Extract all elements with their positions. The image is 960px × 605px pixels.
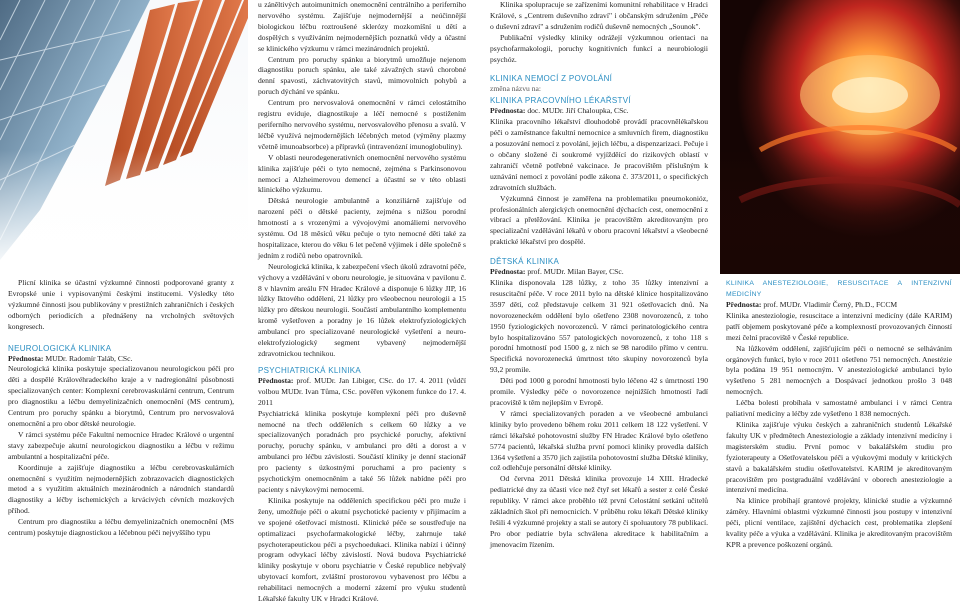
head-name: prof. MUDr. Vladimír Černý, Ph.D., FCCM: [761, 300, 898, 309]
anesthesiology-head-line: [726, 300, 952, 311]
neurology-head-line: [8, 354, 234, 365]
head-name: prof. MUDr. Jan Libiger, CSc. do 17. 4. 2011 (vůdčí volbou MUDr. Ivan Tůma, CSc. pověřen výkonem funkce do 17. 4. 2011: [258, 375, 466, 407]
head-name: doc. MUDr. Jiří Chaloupka, CSc.: [525, 106, 629, 116]
column-2: [258, 0, 466, 605]
occupational-head-line: [490, 106, 708, 117]
head-label: Přednosta:: [490, 267, 526, 277]
anesthesiology-paragraph: Na klinice probíhají grantové projekty, klinické studie a výzkumné záměry. Hlavními oblastmi výzkumné činnosti jsou postupy v intenzivní péči, plicní ventilace, zajištění dýchacích cest, problematika zlepšení kvality péče a výuka a vzdělávání. Klinika je akreditovaným pracovištěm KPR a prevence poškození orgánů.: [726, 496, 952, 549]
anesthesiology-paragraph: Klinika zajišťuje výuku českých a zahraničních studentů Lékařské fakulty UK v předmětech Anesteziologie a základy intenzivní medicíny i magisterském studiu. První pomoc v bakalářském studiu pro fyzioterapeuty a Ošetřovatelskou péči a výukovými moduly v kritických stavů a bakalářském studiu ošetřovatelství. KARIM je akreditovaným pracovištěm pro postgraduální vzdělávání v oborech anesteziologie a intenzivní medicína.: [726, 419, 952, 495]
psychiatry-paragraph: Psychiatrická klinika poskytuje komplexní péči pro duševně nemocné na třech odděleních s celkem 60 lůžky a ve specializovaných poradnách pro psychické poruchy, afektivní poruchy, poruchy spánku, v ambulanci pro děti a dorost a v ambulanci pro léčbu závislosti. Součástí kliniky je denní stacionář pro pacienty s úzkostnými poruchami a pro pacienty s psychotickým onemocněním a také 56 lůžek nabídne péči pro pacienty s návykovými nemocemi.: [258, 408, 466, 494]
anesthesiology-paragraph: Léčba bolesti probíhala v samostatné ambulanci i v rámci Centra paliativní medicíny a léčby zde vyšetřeno 1 838 nemocných.: [726, 398, 952, 419]
neurology-paragraph: V rámci systému péče Fakultní nemocnice Hradec Králové o urgentní stavy zabezpečuje akutní neurologickou diagnostiku a léčbu v režimu ambulantní a hospitalizační péče.: [8, 429, 234, 461]
pediatrics-paragraph: Klinika disponovala 128 lůžky, z toho 35 lůžky intenzivní a resuscitační péče. V roce 2011 bylo na dětské klinice hospitalizováno 3597 dětí, což představuje celkem 31 921 ošetřovacích dnů. Na novorozeneckém oddělení bylo ošetřeno 2308 novorozenců, z toho 1950 fyziologických novorozenců. V rámci perinatologického centra bylo hospitalizováno 557 patologických novorozenců, z toho 118 s porodní hmotností pod 1500 g, z nich se 98 narodilo přímo v centru. Specifická novorozenecká úmrtnost této skupiny novorozenců byla 93,2 promile.: [490, 278, 708, 375]
pediatrics-head-line: [490, 267, 708, 278]
column-1: [8, 278, 234, 539]
head-name: prof. MUDr. Milan Bayer, CSc.: [525, 267, 624, 277]
lung-research-paragraph: Plicní klinika se účastní výzkumné činnosti podporované granty z Evropské unie i vypisovanými českými institucemi. Výsledky této výzkumné činnosti jsou publikovány v prestižních zahraničních i českých odborných periodicích a přednášeny na vrcholných světových kongresech.: [8, 278, 234, 331]
building-facade-illustration: [0, 0, 248, 272]
occupational-paragraph: Klinika pracovního lékařství dlouhodobě provádí pracovnělékařskou péči o zaměstnance fakultní nemocnice a smluvních firem, diagnostiku a posuzování nemocí z povolání, jejich léčbu, a dispenzarizaci. Pečuje i o občany složené či soukromé vyjížděící do rizikových oblastí v zahraničí včetně potřebné vakcinace. Je pracovištěm příslušným k uznávání nemocí z povolání podle zákona č. 373/2011, o specifických zdravotních službách.: [490, 117, 708, 192]
neurology-paragraph: Neurologická klinika poskytuje specializovanou neurologickou péči pro děti a dospělé Královéhradeckého kraje a v nadregionální působnosti specializovaných center: Komplexní cerebrovaskulární centrum, Centrum pro diagnostiku a léčbu demyelinizačních onemocnění (MS centrum), Centrum pro poruchy spánku a biorytmů, Centrum pro nervosvalová onemocnění a pro obor dětské neurologie.: [8, 364, 234, 428]
anesthesiology-paragraph: Klinika anesteziologie, resuscitace a intenzivní medicíny (dále KARIM) patří objemem poskytované péče a komplexností provozovaných činností mezi čelní pracoviště v České republice.: [726, 310, 952, 342]
head-name: MUDr. Radomír Taláb, CSc.: [43, 353, 133, 363]
occupational-paragraph: Výzkumná činnost je zaměřena na problematiku pneumokonióz, profesionálních alergických onemocnění dýchacích cest, onemocnění z vibrací a přetěžování. Klinika je pracovištěm akreditovaným pro specializační vzdělávání lékařů v oboru pracovní lékařství a všeobecné praktické lékařství pro dospělé.: [490, 193, 708, 247]
column-3: [490, 0, 708, 551]
psychiatry-heading: PSYCHIATRICKÁ KLINIKA: [258, 365, 362, 375]
psychiatry-paragraph: Klinika spolupracuje se zařízeními komunitní rehabilitace v Hradci Králové, s „Centrem duševního zdraví" i občanským sdružením „Péče o duševní zdraví" a sdružením rodičů duševně nemocných „Sounok".: [490, 0, 708, 31]
neurology-paragraph: V oblasti neurodegenerativních onemocnění nervového systému klinika zajišťuje péči o tyto nemocné, zejména s Parkinsonovou nemocí a Alzheimerovou demencí a účastní se v této oblasti klinického výzkumu.: [258, 152, 466, 195]
neurology-paragraph: Centrum pro poruchy spánku a biorytmů umožňuje nejenom diagnostiku poruch spánku, ale také závažných stavů chorobné denní spavosti, záchvatovitých stavů, mimovolních pohybů a poruch dýchání ve spánku.: [258, 54, 466, 97]
neurology-paragraph: Koordinuje a zajišťuje diagnostiku a léčbu cerebrovaskulárních onemocnění s využitím nejmodernějších zobrazovacích diagnostických metod a s využitím aktuálních mezinárodních a národních standardů diagnostiky a léčby ischemických a krvácivých cévních mozkových příhod.: [8, 462, 234, 516]
pediatrics-paragraph: V rámci specializovaných poraden a ve všeobecné ambulanci kliniky bylo provedeno během roku 2011 celkem 18 122 vyšetření. V rámci lékařské pohotovostní služby FN Hradec Králové bylo ošetřeno 5774 pacientů, lékařská služba první pomoci kliniky provedla dalších 1364 vyšetření a 3570 jich zajistila pohotovostní služba Dětské kliniky, což odlehčuje personální dětské kliniky.: [490, 408, 708, 473]
psychiatry-head-line: [258, 376, 466, 409]
glowing-lamp-illustration: [720, 0, 960, 274]
column-4: [726, 278, 952, 551]
neurology-paragraph: Centrum pro diagnostiku a léčbu demyelinizačních onemocnění (MS centrum) poskytuje diagnostickou a léčebnou péči nejvyššího typu: [8, 517, 234, 538]
head-label: Přednosta:: [490, 106, 526, 116]
pediatrics-paragraph: Od června 2011 Dětská klinika provozuje 14 XIII. Hradecké pediatrické dny za účasti více než čtyř set lékařů a sester z celé České republiky. V rámci akce proběhlo též první Celostátní setkání učitelů základních škol při nemocnicích. V průběhu roku lékaři Dětské kliniky řešili 4 výzkumné projekty a stali se autory či spoluautory 78 publikací. Pro obor pediatrie byla schválena akreditace k habilitačním a jmenovacím řízením.: [490, 474, 708, 549]
neurology-paragraph: Neurologická klinika, k zabezpečení všech úkolů zdravotní péče, výchovy a vzdělávání v oboru neurologie, je situována v pavilonu č. 8 v hlavním areálu FN Hradec Králové a disponuje 6 lůžky JIP, 16 lůžky Iktového oddělení, 21 lůžky pro všeobecnou neurologii a 15 lůžky pro dětskou neurologii. Součástí ambulantního komplementu kromě vyšetřoven a poradny je 16 lůžek elektrofyziologických ambulancí pro specializované neurologické vyšetření a neuro-elektrofyziologický segment vybavený nejmodernější zdravotnickou technikou.: [258, 261, 466, 358]
pediatrics-paragraph: Děti pod 1000 g porodní hmotnosti bylo léčeno 42 s úmrtností 190 promile. Výsledky péče o novorozence nejnižších hmotností řadí pracoviště k těm nejlepším v Evropě.: [490, 376, 708, 407]
neurology-paragraph: Dětská neurologie ambulantně a konziliárně zajišťuje od narození péči o dětské pacienty, zejména s nižšou porodní hmotností a s vrozenými a vývojovými anomáliemi nervového systému. Od 18 měsíců věku pečuje o tyto nemocné děti také za hospitalizace, kterou do věku 6 let pečeně výjimek i děle společně s jedním z rodičů nebo opatrovníků.: [258, 196, 466, 260]
psychiatry-paragraph: Klinika poskytuje na odděleních specifickou péči pro muže i ženy, umožňuje péči o akutní psychotické pacienty v přijímacím a ve spojené ošetřovací místnosti. Klinické péče se soustřeďuje na optimalizaci psychofarmakologické léčby, zahrnuje také psychoterapeutickou péči a psychoedukaci. Klinika nabízí i účinný program odvykací léčby závislostí. Nová budova Psychiatrické kliniky poskytuje v oboru psychiatrie v České republice nebývalý ubytovací komfort, zvláštní prostorovou vybavenost pro léčbu a rehabilitaci nemocných a moderní zázemí pro výuku studentů Lékařské fakulty UK v Hradci Králové.: [258, 495, 466, 604]
neurology-paragraph: u záněltivých autoimunitních onemocnění centrálního a periferního nervového systému. Zajišťuje nejmodernější a neúčinnější biologickou léčbu roztroušené sklerózy mozkomíšní u dětí a dospělých s využíváním nejmodernějších poznatků vědy a účastní se klinického výzkumu v rámci mezinárodních projektů.: [258, 0, 466, 53]
neurology-paragraph: Centrum pro nervosvalová onemocnění v rámci celostátního registru eviduje, diagnostikuje a léčí nemocné s postižením periferního nervového systému, nervosvalového přenosu a svalů. V léčbě využívá nejmodernějších léčebných metod (výměny plazmy včetně imunoabsorbce) a přípravků (intravenózní imunoglobuliny).: [258, 98, 466, 151]
glowing-lamp-image: [720, 0, 960, 274]
neurology-heading: NEUROLOGICKÁ KLINIKA: [8, 343, 112, 353]
head-label: Přednosta:: [8, 353, 44, 363]
anesthesiology-paragraph: Na lůžkovém oddělení, zajišťujícím péči o nemocné se selháváním orgánových funkcí, bylo v roce 2011 ošetřeno 751 nemocných. Anestézie byla podána 19 951 nemocným. V anesteziologické ambulanci bylo vyšetřeno 5 281 nemocných a Dospávací jednotkou prošlo 3 048 nemocných.: [726, 343, 952, 397]
building-facade-image: [0, 0, 248, 272]
pediatrics-heading: DĚTSKÁ KLINIKA: [490, 257, 560, 267]
occupational-heading: KLINIKA NEMOCÍ Z POVOLÁNÍ: [490, 74, 613, 84]
head-label: Přednosta:: [726, 300, 762, 309]
anesthesiology-heading: KLINIKA ANESTEZIOLOGIE, RESUSCITACE A INTENZIVNÍ MEDICÍNY: [726, 280, 952, 298]
psychiatry-paragraph: Publikační výsledky kliniky odrážejí výzkumnou orientaci na psychofarmakologii, poruchy kognitivních funkcí a neurobiologii psychóz.: [490, 32, 708, 64]
head-label: Přednosta:: [258, 375, 294, 385]
rename-note: změna názvu na:: [490, 84, 542, 94]
occupational-heading-new: KLINIKA PRACOVNÍHO LÉKAŘSTVÍ: [490, 96, 631, 106]
